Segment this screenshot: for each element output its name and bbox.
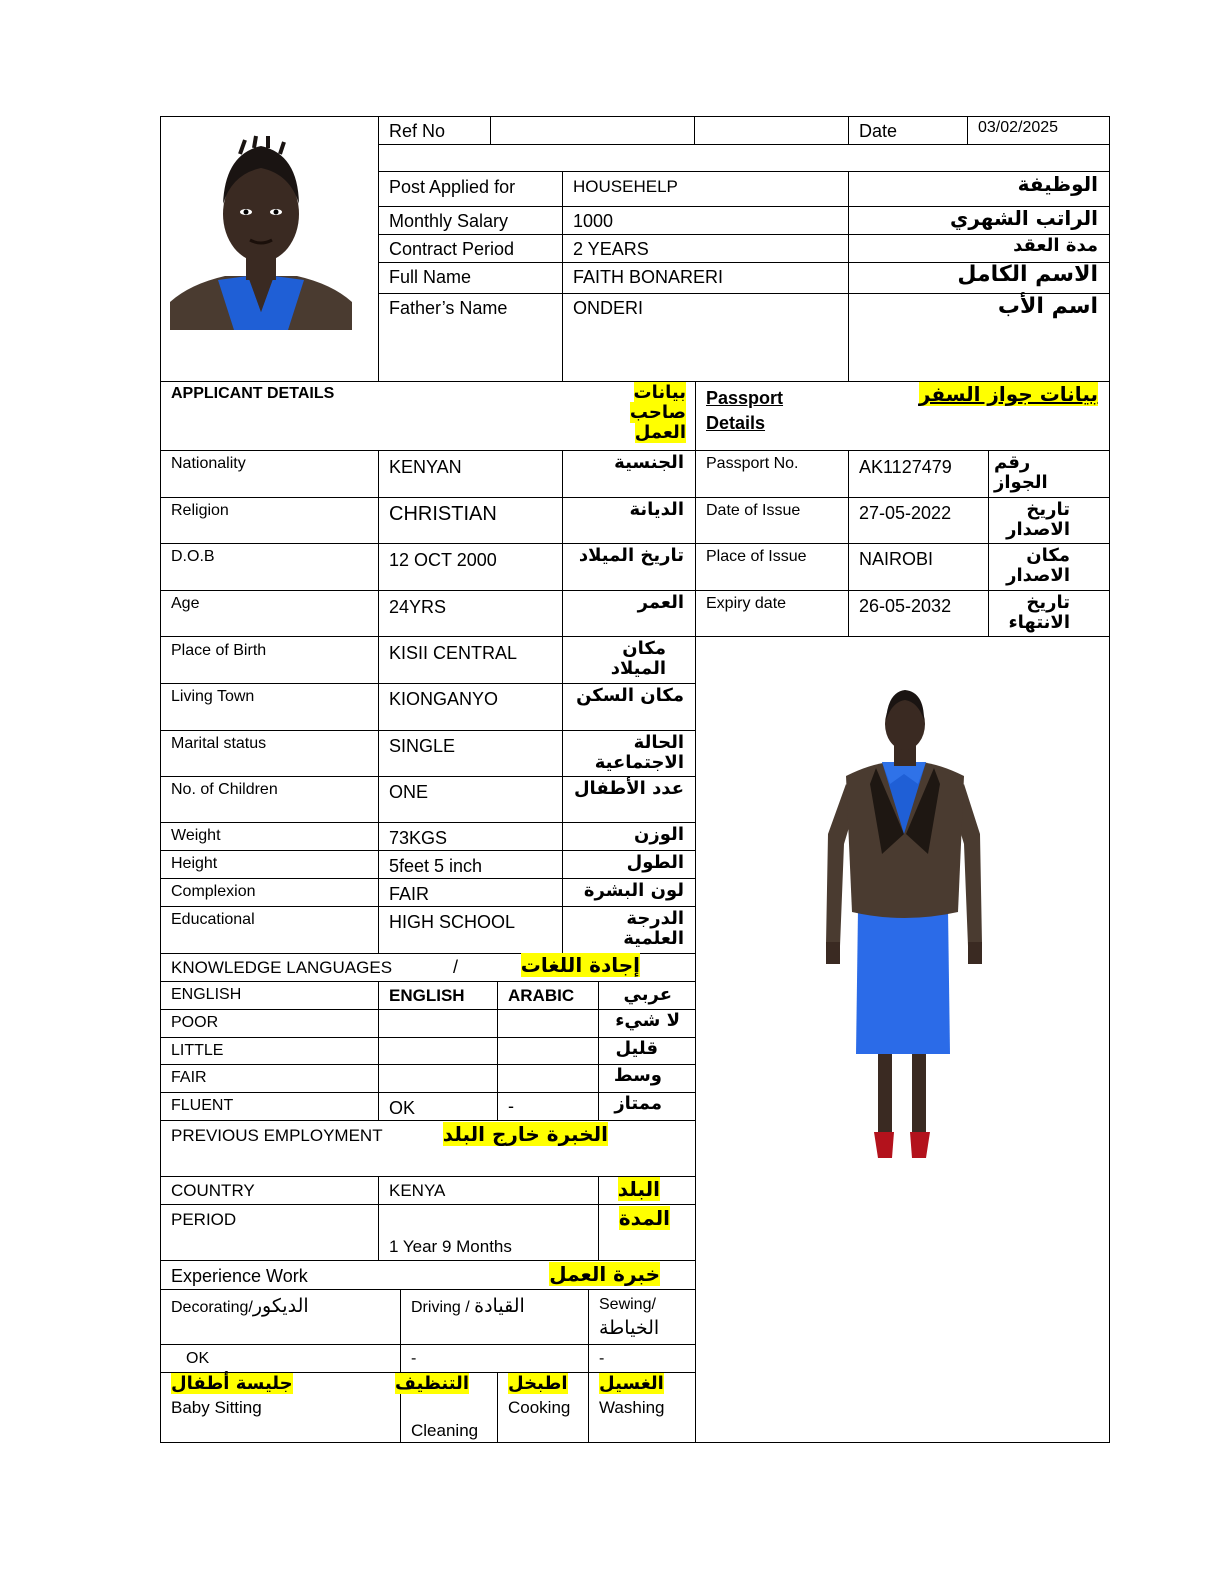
cooking-ar: اطبخل: [508, 1373, 568, 1394]
height-value[interactable]: 5feet 5 inch: [389, 856, 483, 876]
divider: [160, 1289, 696, 1290]
divider: [848, 116, 849, 144]
nationality-label: Nationality: [171, 455, 246, 472]
marital-status-ar: الحالة الاجتماعية: [594, 732, 684, 773]
height-label: Height: [171, 855, 218, 872]
decorating-value[interactable]: OK: [186, 1350, 210, 1367]
father-label: Father’s Name: [389, 298, 508, 318]
height-ar: الطول: [626, 852, 684, 873]
complexion-value[interactable]: FAIR: [389, 884, 430, 904]
divider: [695, 381, 696, 1443]
country-label: COUNTRY: [171, 1181, 255, 1200]
experience-heading: Experience Work: [171, 1266, 308, 1286]
children-label: No. of Children: [171, 781, 278, 798]
babysitting-label: Baby Sitting: [171, 1398, 262, 1417]
education-value[interactable]: HIGH SCHOOL: [389, 912, 516, 932]
divider: [160, 497, 1110, 498]
place-of-birth-value[interactable]: KISII CENTRAL: [389, 643, 518, 663]
place-of-birth-ar: مكان الميلاد: [610, 638, 666, 679]
divider: [378, 450, 379, 953]
divider: [378, 234, 1110, 235]
divider: [490, 116, 491, 144]
religion-label: Religion: [171, 502, 229, 519]
children-value[interactable]: ONE: [389, 782, 429, 802]
post-value[interactable]: HOUSEHELP: [573, 177, 678, 196]
divider: [160, 683, 696, 684]
divider: [378, 144, 1110, 145]
education-ar: الدرجة العلمية: [623, 908, 684, 949]
place-of-issue-value[interactable]: NAIROBI: [859, 549, 934, 569]
frame-left: [160, 116, 161, 1443]
children-ar: عدد الأطفال: [573, 778, 684, 799]
contract-ar: مدة العقد: [1013, 235, 1098, 256]
full-body-photo: [820, 684, 990, 1164]
father-value[interactable]: ONDERI: [573, 298, 644, 318]
passport-no-value[interactable]: AK1127479: [859, 457, 952, 477]
divider: [694, 116, 695, 144]
cleaning-label: Cleaning: [411, 1421, 479, 1440]
age-ar: العمر: [637, 592, 684, 613]
divider: [598, 981, 599, 1120]
driving-value[interactable]: -: [411, 1350, 417, 1367]
divider: [160, 543, 1110, 544]
divider: [160, 1344, 696, 1345]
father-ar: اسم الأب: [997, 294, 1098, 319]
cooking-label: Cooking: [508, 1398, 571, 1417]
lang-level-fluent: FLUENT: [171, 1097, 234, 1114]
lang-fluent-arabic[interactable]: -: [508, 1096, 514, 1116]
divider: [988, 450, 989, 636]
divider: [378, 981, 379, 1120]
date-of-issue-value[interactable]: 27-05-2022: [859, 503, 952, 523]
divider: [160, 878, 696, 879]
decorating-label: Decorating/الديكور: [171, 1295, 309, 1317]
period-label: PERIOD: [171, 1210, 237, 1229]
country-value[interactable]: KENYA: [389, 1181, 446, 1200]
country-ar: البلد: [617, 1177, 660, 1201]
divider: [378, 1176, 379, 1260]
washing-label: Washing: [599, 1398, 665, 1417]
dob-ar: تاريخ الميلاد: [578, 545, 684, 566]
salary-value[interactable]: 1000: [573, 211, 614, 231]
complexion-label: Complexion: [171, 883, 256, 900]
divider: [160, 776, 696, 777]
living-town-value[interactable]: KIONGANYO: [389, 689, 499, 709]
marital-status-value[interactable]: SINGLE: [389, 736, 456, 756]
date-of-issue-label: Date of Issue: [706, 502, 801, 519]
sewing-value[interactable]: -: [599, 1350, 605, 1367]
frame-right: [1109, 116, 1110, 1443]
frame-bottom: [160, 1442, 1110, 1443]
complexion-ar: لون البشرة: [583, 880, 684, 901]
cleaning-ar: التنظيف: [395, 1373, 469, 1394]
contract-value[interactable]: 2 YEARS: [573, 239, 649, 259]
lang-head-english-level: ENGLISH: [171, 986, 242, 1003]
expiry-date-ar: تاريخ الانتهاء: [1008, 592, 1070, 633]
sewing-label: Sewing/: [599, 1296, 656, 1313]
ref-label: Ref No: [389, 121, 446, 141]
divider: [848, 171, 849, 381]
name-ar: الاسم الكامل: [957, 262, 1098, 287]
passport-details-heading: Passport Details: [706, 388, 784, 434]
divider: [160, 1176, 696, 1177]
date-of-issue-ar: تاريخ الاصدار: [1006, 499, 1070, 540]
divider: [160, 850, 696, 851]
name-value[interactable]: FAITH BONARERI: [573, 267, 724, 287]
driving-label: Driving / القيادة: [411, 1295, 525, 1317]
divider: [400, 1289, 401, 1372]
experience-heading-ar: خبرة العمل: [549, 1262, 660, 1286]
post-ar: الوظيفة: [1017, 172, 1098, 196]
divider: [160, 822, 696, 823]
divider: [588, 1372, 589, 1443]
languages-heading-ar: إجادة اللغات: [520, 953, 640, 977]
lang-head-arabic: ARABIC: [508, 986, 575, 1005]
name-label: Full Name: [389, 267, 472, 287]
divider: [160, 730, 696, 731]
expiry-date-label: Expiry date: [706, 595, 787, 612]
divider: [160, 1120, 696, 1121]
divider: [562, 450, 563, 953]
nationality-ar: الجنسية: [614, 452, 684, 473]
age-label: Age: [171, 595, 200, 612]
divider: [160, 590, 1110, 591]
age-value[interactable]: 24YRS: [389, 597, 447, 617]
sewing-label-ar: الخياطة: [599, 1317, 660, 1339]
washing-ar: الغسيل: [599, 1373, 664, 1394]
lang-fluent-english[interactable]: OK: [389, 1098, 416, 1118]
passport-details-heading-ar: بيانات جواز السفر: [918, 382, 1098, 406]
applicant-details-heading: APPLICANT DETAILS: [171, 385, 335, 402]
lang-level-fair: FAIR: [171, 1069, 207, 1086]
date-label: Date: [859, 121, 898, 141]
divider: [378, 116, 379, 381]
divider: [160, 1260, 696, 1261]
lang-level-poor: POOR: [171, 1014, 219, 1031]
divider: [497, 981, 498, 1120]
divider: [378, 171, 1110, 172]
religion-value[interactable]: CHRISTIAN: [389, 503, 497, 525]
period-ar: المدة: [618, 1206, 670, 1230]
divider: [967, 116, 968, 144]
employment-heading-ar: الخبرة خارج البلد: [442, 1122, 608, 1146]
lang-poor-ar: لا شيء: [615, 1010, 680, 1031]
languages-slash: /: [453, 957, 459, 977]
lang-fair-ar: وسط: [613, 1065, 662, 1086]
lang-fluent-ar: ممتاز: [614, 1093, 662, 1114]
living-town-ar: مكان السكن: [576, 685, 684, 706]
lang-little-ar: قليل: [615, 1038, 658, 1059]
divider: [562, 171, 563, 381]
lang-head-arabic-ar: عربي: [623, 984, 672, 1005]
divider: [160, 636, 1110, 637]
weight-ar: الوزن: [634, 824, 684, 845]
divider: [497, 1372, 498, 1443]
divider: [588, 1289, 589, 1372]
contract-label: Contract Period: [389, 239, 515, 259]
place-of-issue-label: Place of Issue: [706, 548, 807, 565]
period-value[interactable]: 1 Year 9 Months: [389, 1237, 512, 1256]
date-value[interactable]: 03/02/2025: [978, 119, 1059, 136]
passport-no-ar: رقم الجواز: [994, 452, 1048, 493]
living-town-label: Living Town: [171, 688, 255, 705]
education-label: Educational: [171, 911, 255, 928]
applicant-details-heading-ar: بيانات صاحب العمل: [629, 382, 686, 443]
languages-heading: KNOWLEDGE LANGUAGES: [171, 958, 393, 977]
divider: [160, 906, 696, 907]
place-of-birth-label: Place of Birth: [171, 642, 267, 659]
employment-heading: PREVIOUS EMPLOYMENT: [171, 1126, 383, 1145]
passport-no-label: Passport No.: [706, 455, 799, 472]
divider: [848, 450, 849, 636]
salary-label: Monthly Salary: [389, 211, 509, 231]
salary-ar: الراتب الشهري: [950, 206, 1098, 230]
nationality-value[interactable]: KENYAN: [389, 457, 462, 477]
divider: [160, 981, 696, 982]
babysitting-ar: جليسة أطفال: [171, 1373, 293, 1394]
post-label: Post Applied for: [389, 177, 516, 197]
place-of-issue-ar: مكان الاصدار: [1006, 545, 1070, 586]
divider: [598, 1176, 599, 1260]
marital-status-label: Marital status: [171, 735, 267, 752]
lang-level-little: LITTLE: [171, 1042, 224, 1059]
expiry-date-value[interactable]: 26-05-2032: [859, 596, 952, 616]
dob-label: D.O.B: [171, 548, 215, 565]
dob-value[interactable]: 12 OCT 2000: [389, 550, 497, 570]
religion-ar: الديانة: [629, 499, 684, 520]
divider: [160, 1204, 696, 1205]
lang-head-english: ENGLISH: [389, 986, 465, 1005]
weight-value[interactable]: 73KGS: [389, 828, 448, 848]
headshot-photo: [170, 134, 352, 330]
divider: [160, 450, 1110, 451]
weight-label: Weight: [171, 827, 221, 844]
